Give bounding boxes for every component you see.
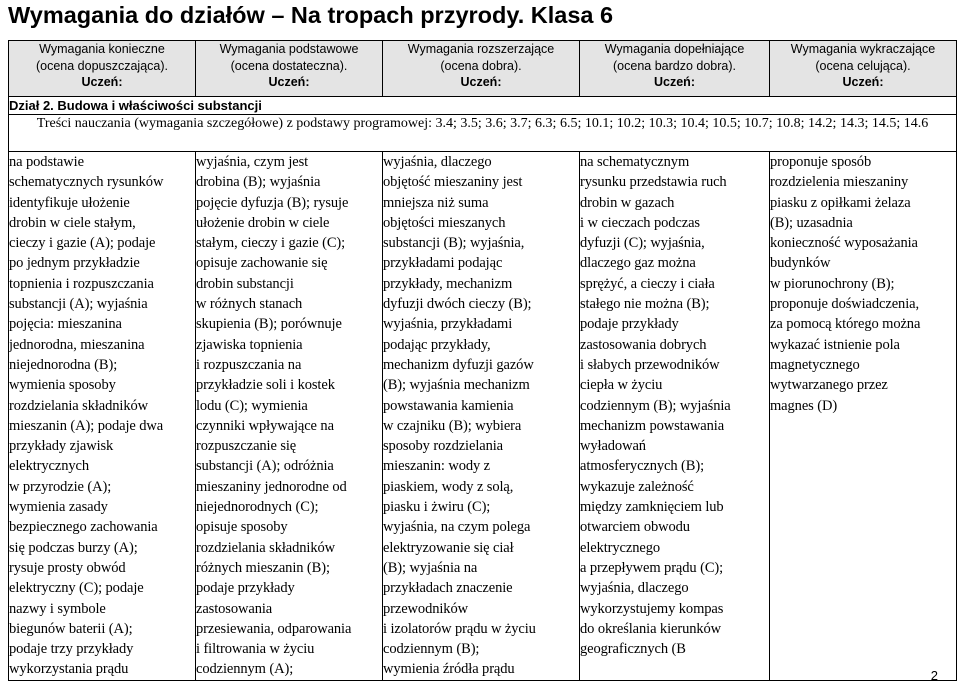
requirement-line: drobin w gazach	[580, 194, 675, 211]
requirement-line: piaskiem, wody z solą,	[383, 478, 514, 495]
requirement-line: i izolatorów prądu w życiu	[383, 620, 536, 637]
requirement-line: przykłady zjawisk	[9, 438, 114, 455]
header-grade: (ocena dostateczna).	[230, 58, 348, 73]
header-label: Wymagania dopełniające	[604, 42, 745, 56]
requirement-line: mechanizm dyfuzji gazów	[383, 356, 534, 373]
requirement-line: atmosferycznych (B);	[580, 458, 705, 475]
requirement-line: wymienia sposoby	[9, 377, 116, 394]
requirement-line: budynków	[770, 255, 831, 272]
header-wykraczajace	[770, 41, 957, 97]
requirement-line: konieczność wyposażania	[770, 235, 918, 252]
header-uczen: Uczeń:	[81, 75, 123, 89]
header-uczen: Uczeń:	[654, 75, 695, 89]
requirement-line: mniejsza niż suma	[383, 194, 489, 211]
requirement-line: substancji (B); wyjaśnia,	[383, 235, 525, 252]
requirement-line: się podczas burzy (A);	[9, 539, 138, 556]
requirement-line: magnes (D)	[770, 397, 838, 414]
requirement-line: (B); wyjaśnia na	[383, 559, 478, 576]
requirement-line: codziennym (A);	[196, 661, 294, 678]
header-row	[9, 41, 957, 97]
requirement-line: po jednym przykładzie	[9, 255, 140, 272]
requirement-line: i słabych przewodników	[580, 356, 720, 373]
requirements-row	[9, 152, 957, 681]
requirement-line: przykładami podając	[383, 255, 503, 272]
requirement-line: rozdzielenia mieszaniny	[770, 174, 909, 191]
requirement-line: zastosowania	[196, 600, 273, 617]
requirement-line: substancji (A); wyjaśnia	[9, 296, 148, 313]
requirements-podstawowe	[196, 152, 383, 681]
requirement-line: i rozpuszczania na	[196, 356, 302, 373]
requirement-line: objętości mieszanych	[383, 214, 506, 231]
page-number: 2	[930, 668, 938, 683]
requirement-line: stałego nie można (B);	[580, 296, 710, 313]
requirement-line: wyjaśnia, przykładami	[383, 316, 513, 333]
requirement-line: pojęcia: mieszanina	[9, 316, 122, 333]
requirement-line: stałym, cieczy i gazie (C);	[196, 235, 346, 252]
requirement-line: podając przykłady,	[383, 336, 491, 353]
requirement-line: rozdzielania składników	[9, 397, 149, 414]
header-uczen: Uczeń:	[842, 75, 884, 89]
header-label: Wymagania podstawowe	[219, 42, 359, 56]
requirement-line: podaje przykłady	[580, 316, 679, 333]
requirement-line: magnetycznego	[770, 356, 860, 373]
requirement-line: a przepływem prądu (C);	[580, 559, 724, 576]
requirement-line: wyjaśnia, na czym polega	[383, 519, 531, 536]
requirement-line: sposoby rozdzielania	[383, 438, 504, 455]
requirement-line: w różnych stanach	[196, 296, 303, 313]
requirement-line: niejednorodna (B);	[9, 356, 118, 373]
requirement-line: geograficznych (B	[580, 641, 686, 658]
header-grade: (ocena dobra).	[440, 58, 522, 73]
requirement-line: elektryczny (C); podaje	[9, 580, 144, 597]
requirement-line: mechanizm powstawania	[580, 417, 725, 434]
requirement-line: wytwarzanego przez	[770, 377, 888, 394]
requirement-line: wyjaśnia, dlaczego	[580, 580, 689, 597]
requirement-line: skupienia (B); porównuje	[196, 316, 342, 333]
requirement-line: wykazuje zależność	[580, 478, 694, 495]
requirement-line: drobin w ciele stałym,	[9, 214, 136, 231]
header-uczen: Uczeń:	[460, 75, 502, 89]
requirement-line: objętość mieszaniny jest	[383, 174, 523, 191]
header-rozszerzajace	[383, 41, 580, 97]
requirement-line: wykorzystania prądu	[9, 661, 129, 678]
requirement-line: na schematycznym	[580, 154, 690, 170]
requirement-line: przykładzie soli i kostek	[196, 377, 335, 394]
requirement-line: proponuje sposób	[770, 154, 872, 170]
requirement-line: dlaczego gaz można	[580, 255, 696, 272]
requirement-line: powstawania kamienia	[383, 397, 514, 414]
requirement-line: biegunów baterii (A);	[9, 620, 133, 637]
requirement-line: zjawiska topnienia	[196, 336, 303, 353]
requirement-line: elektrycznego	[580, 539, 661, 556]
requirement-line: substancji (A); odróżnia	[196, 458, 334, 475]
requirement-line: cieczy i gazie (A); podaje	[9, 235, 156, 252]
curriculum-row	[9, 115, 957, 152]
header-label: Wymagania konieczne	[39, 42, 165, 56]
header-uczen: Uczeń:	[268, 75, 310, 89]
requirement-line: drobina (B); wyjaśnia	[196, 174, 321, 191]
requirement-line: w przyrodzie (A);	[9, 478, 112, 495]
requirement-line: niejednorodnych (C);	[196, 499, 319, 516]
requirement-line: drobin substancji	[196, 275, 294, 292]
requirement-line: wymienia źródła prądu	[383, 661, 515, 678]
requirement-line: wymienia zasady	[9, 499, 108, 516]
requirement-line: rysuje prosty obwód	[9, 559, 126, 576]
requirement-line: za pomocą którego można	[770, 316, 921, 333]
requirement-line: elektrycznych	[9, 458, 90, 475]
requirement-line: nazwy i symbole	[9, 600, 106, 617]
requirement-line: ułożenie drobin w ciele	[196, 214, 330, 231]
header-dopelniajace	[580, 41, 770, 97]
requirement-line: i w cieczach podczas	[580, 214, 700, 231]
curriculum-content: Treści nauczania (wymagania szczegółowe) z podstawy programowej: 3.4; 3.5; 3.6; 3.7; 6.3; 6.5; 10.1; 10.2; 10.3; 10.4; 10.5; 10.7; 10.8; 14.2; 14.3; 14.5; 14.6	[9, 115, 957, 152]
header-label: Wymagania wykraczające	[790, 42, 936, 56]
requirement-line: dyfuzji dwóch cieczy (B);	[383, 296, 532, 313]
requirement-line: mieszaniny jednorodne od	[196, 478, 347, 495]
requirement-line: wykazać istnienie pola	[770, 336, 900, 353]
requirement-line: bezpiecznego zachowania	[9, 519, 158, 536]
requirement-line: lodu (C); wymienia	[196, 397, 308, 414]
requirement-line: jednorodna, mieszanina	[9, 336, 145, 353]
requirement-line: rysunku przedstawia ruch	[580, 174, 727, 191]
requirement-line: wyjaśnia, dlaczego	[383, 154, 492, 170]
requirement-line: identyfikuje ułożenie	[9, 194, 130, 211]
requirement-line: różnych mieszanin (B);	[196, 559, 330, 576]
header-label: Wymagania rozszerzające	[407, 42, 555, 56]
header-konieczne	[9, 41, 196, 97]
requirement-line: proponuje doświadczenia,	[770, 296, 919, 313]
requirement-line: codziennym (B);	[383, 641, 480, 658]
requirement-line: przykładach znaczenie	[383, 580, 513, 597]
requirement-line: przewodników	[383, 600, 468, 617]
requirement-line: opisuje zachowanie się	[196, 255, 328, 272]
requirement-line: i filtrowania w życiu	[196, 641, 315, 658]
header-podstawowe	[196, 41, 383, 97]
requirement-line: schematycznych rysunków	[9, 174, 164, 191]
requirement-line: mieszanin: wody z	[383, 458, 491, 475]
requirement-line: rozpuszczanie się	[196, 438, 297, 455]
requirement-line: otwarciem obwodu	[580, 519, 690, 536]
requirements-konieczne	[9, 152, 196, 681]
requirement-line: między zamknięciem lub	[580, 499, 724, 516]
requirement-line: do określania kierunków	[580, 620, 722, 637]
requirement-line: (B); uzasadnia	[770, 214, 853, 231]
requirement-line: podaje trzy przykłady	[9, 641, 134, 658]
requirements-wykraczajace	[770, 152, 957, 681]
requirement-line: wyjaśnia, czym jest	[196, 154, 309, 170]
requirement-line: sprężyć, a cieczy i ciała	[580, 275, 715, 292]
requirement-line: przesiewania, odparowania	[196, 620, 352, 637]
requirement-line: opisuje sposoby	[196, 519, 288, 536]
requirement-line: piasku i żwiru (C);	[383, 499, 491, 516]
requirements-dopelniajace	[580, 152, 770, 681]
requirement-line: wyładowań	[580, 438, 646, 455]
header-grade: (ocena bardzo dobra).	[613, 58, 736, 73]
requirement-line: w czajniku (B); wybiera	[383, 417, 522, 434]
requirement-line: ciepła w życiu	[580, 377, 663, 394]
requirement-line: (B); wyjaśnia mechanizm	[383, 377, 530, 394]
requirements-table	[8, 40, 957, 681]
section-row	[9, 97, 957, 115]
requirements-rozszerzajace	[383, 152, 580, 681]
requirement-line: na podstawie	[9, 154, 84, 170]
header-grade: (ocena celująca).	[815, 58, 911, 73]
requirement-line: zastosowania dobrych	[580, 336, 707, 353]
requirement-line: czynniki wpływające na	[196, 417, 334, 434]
requirement-line: w piorunochrony (B);	[770, 275, 895, 292]
requirement-line: codziennym (B); wyjaśnia	[580, 397, 731, 414]
requirement-line: rozdzielania składników	[196, 539, 336, 556]
section-title: Dział 2. Budowa i właściwości substancji	[9, 97, 957, 115]
requirement-line: topnienia i rozpuszczania	[9, 275, 154, 292]
requirement-line: wykorzystujemy kompas	[580, 600, 724, 617]
header-grade: (ocena dopuszczająca).	[35, 58, 169, 73]
requirement-line: dyfuzji (C); wyjaśnia,	[580, 235, 705, 252]
requirement-line: podaje przykłady	[196, 580, 295, 597]
requirement-line: przykłady, mechanizm	[383, 275, 513, 292]
requirement-line: elektryzowanie się ciał	[383, 539, 514, 556]
requirement-line: mieszanin (A); podaje dwa	[9, 417, 164, 434]
requirement-line: pojęcie dyfuzja (B); rysuje	[196, 194, 349, 211]
page-title: Wymagania do działów – Na tropach przyrody. Klasa 6	[8, 2, 614, 28]
requirement-line: piasku z opiłkami żelaza	[770, 194, 911, 211]
